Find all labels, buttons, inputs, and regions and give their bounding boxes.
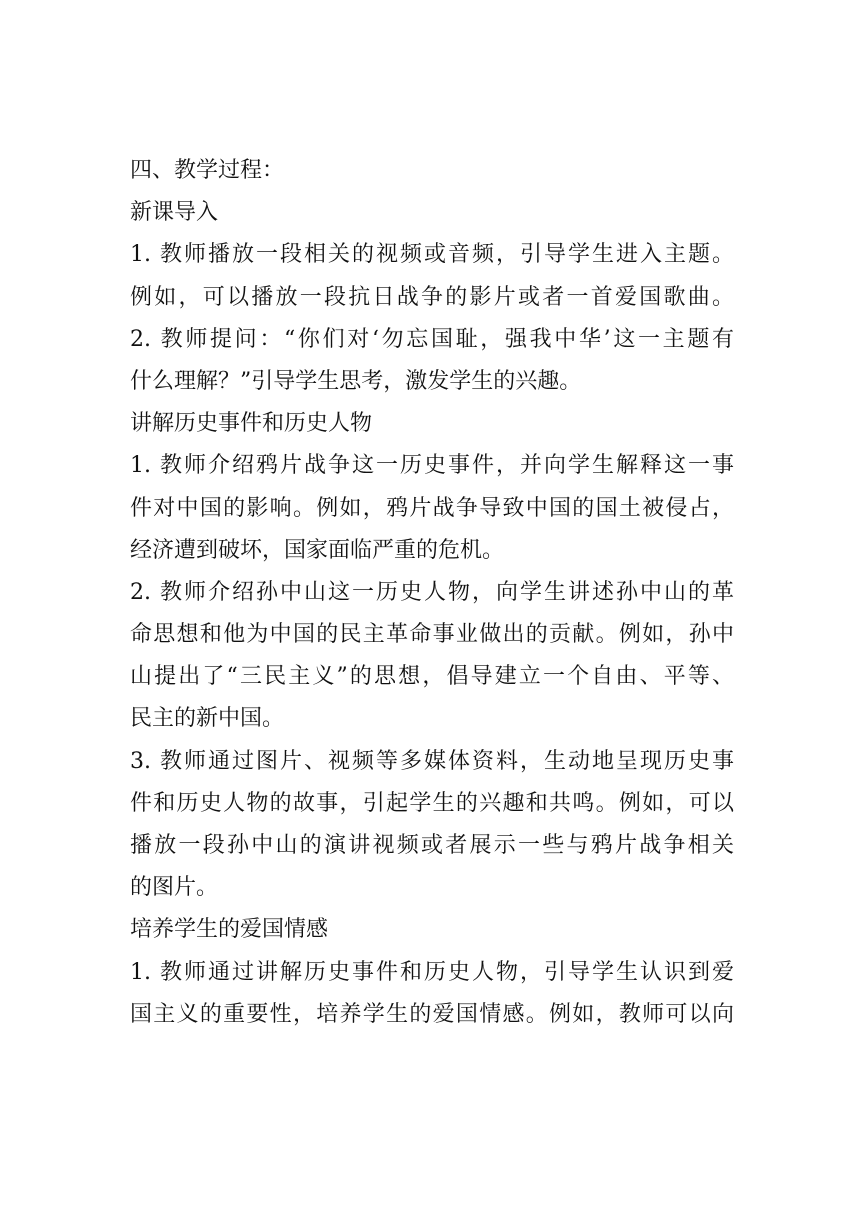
section-heading: 四、教学过程：: [130, 158, 285, 183]
paragraph-line: 件对中国的影响。例如，鸦片战争导致中国的国土被侵占，: [130, 495, 734, 521]
paragraph-line: 2. 教师介绍孙中山这一历史人物，向学生讲述孙中山的革: [130, 579, 734, 605]
paragraph-line: 山提出了“三民主义”的思想，倡导建立一个自由、平等、: [130, 664, 734, 690]
paragraph-line: 1. 教师通过讲解历史事件和历史人物，引导学生认识到爱: [130, 959, 734, 985]
paragraph-line: 的图片。: [130, 875, 219, 901]
paragraph-line: 件和历史人物的故事，引起学生的兴趣和共鸣。例如，可以: [130, 790, 734, 816]
paragraph-line: 经济遭到破坏，国家面临严重的危机。: [130, 537, 505, 563]
paragraph-line: 3. 教师通过图片、视频等多媒体资料，生动地呈现历史事: [130, 748, 734, 774]
subsection-heading: 讲解历史事件和历史人物: [130, 411, 373, 437]
paragraph-line: 国主义的重要性，培养学生的爱国情感。例如，教师可以向: [130, 1001, 734, 1027]
paragraph-line: 命思想和他为中国的民主革命事业做出的贡献。例如，孙中: [130, 622, 734, 648]
paragraph-line: 1. 教师播放一段相关的视频或音频，引导学生进入主题。: [130, 242, 734, 268]
subsection-heading: 新课导入: [130, 200, 219, 226]
paragraph-line: 什么理解？”引导学生思考，激发学生的兴趣。: [130, 368, 582, 394]
paragraph-line: 1. 教师介绍鸦片战争这一历史事件，并向学生解释这一事: [130, 453, 734, 479]
paragraph-line: 例如，可以播放一段抗日战争的影片或者一首爱国歌曲。: [130, 284, 734, 310]
subsection-heading: 培养学生的爱国情感: [130, 917, 329, 943]
paragraph-line: 播放一段孙中山的演讲视频或者展示一些与鸦片战争相关: [130, 833, 734, 858]
document-body: [130, 150, 734, 1036]
paragraph-line: 民主的新中国。: [130, 706, 285, 732]
paragraph-line: 2. 教师提问：“你们对‘勿忘国耻，强我中华’这一主题有: [130, 326, 734, 352]
